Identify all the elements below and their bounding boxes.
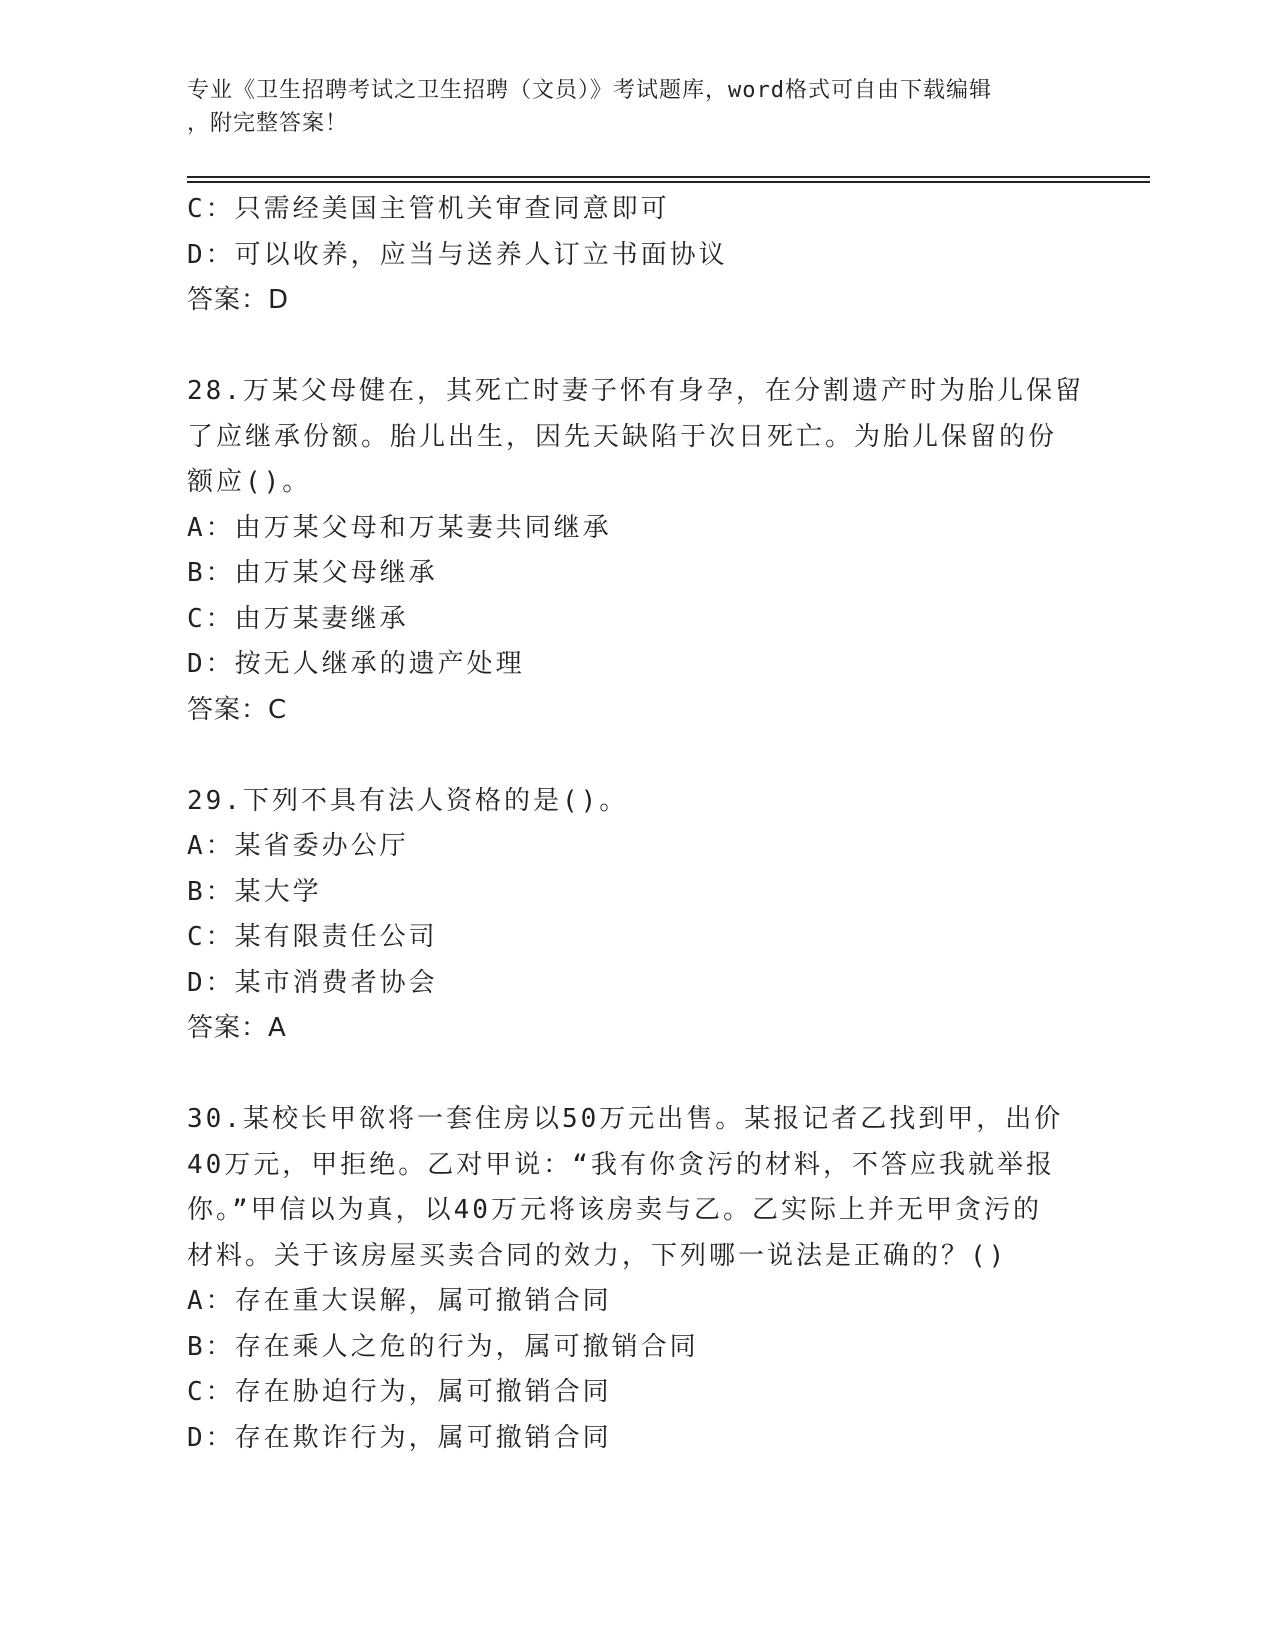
header-line-1: 专业《卫生招聘考试之卫生招聘（文员）》考试题库，word格式可自由下载编辑	[187, 78, 992, 103]
option-c: C：存在胁迫行为，属可撤销合同	[187, 1377, 612, 1407]
spacer	[187, 733, 1087, 779]
answer-line: 答案：C	[187, 694, 288, 725]
question-stem-line: 40万元，甲拒绝。乙对甲说：“我有你贪污的材料，不答应我就举报	[187, 1149, 1055, 1180]
question-list	[187, 187, 1087, 1461]
question-29	[187, 779, 1087, 1052]
option-c: C：由万某妻继承	[187, 603, 409, 634]
spacer	[187, 1052, 1087, 1098]
option-a: A：存在重大误解，属可撤销合同	[187, 1286, 612, 1316]
question-30	[187, 1097, 1087, 1461]
header-divider-top	[187, 176, 1150, 178]
option-a: A：某省委办公厅	[187, 831, 409, 861]
spacer	[187, 324, 1087, 370]
option-d: D：某市消费者协会	[187, 967, 438, 998]
option-c: C：某有限责任公司	[187, 922, 438, 952]
document-header	[187, 74, 1067, 140]
option-b: B：某大学	[187, 876, 322, 907]
answer-line: 答案：A	[187, 1013, 287, 1043]
option-b: B：存在乘人之危的行为，属可撤销合同	[187, 1331, 699, 1362]
option-d: D：可以收养，应当与送养人订立书面协议	[187, 239, 728, 270]
question-stem-line: 28.万某父母健在，其死亡时妻子怀有身孕，在分割遗产时为胎儿保留	[187, 376, 1084, 406]
question-stem-line: 29.下列不具有法人资格的是()。	[187, 785, 629, 816]
question-stem-line: 30.某校长甲欲将一套住房以50万元出售。某报记者乙找到甲，出价	[187, 1104, 1064, 1134]
question-28	[187, 369, 1087, 733]
question-27	[187, 187, 1087, 324]
question-stem-line: 你。”甲信以为真，以40万元将该房卖与乙。乙实际上并无甲贪污的	[187, 1195, 1042, 1225]
option-d: D：存在欺诈行为，属可撤销合同	[187, 1422, 612, 1453]
header-line-2: ，附完整答案！	[187, 111, 349, 136]
question-stem-line: 额应()。	[187, 467, 312, 497]
option-a: A：由万某父母和万某妻共同继承	[187, 512, 612, 543]
question-stem-line: 了应继承份额。胎儿出生，因先天缺陷于次日死亡。为胎儿保留的份	[187, 421, 1058, 452]
option-b: B：由万某父母继承	[187, 558, 438, 588]
option-d: D：按无人继承的遗产处理	[187, 649, 525, 679]
header-divider-bottom	[187, 181, 1150, 183]
answer-line: 答案：D	[187, 285, 290, 315]
option-c: C：只需经美国主管机关审查同意即可	[187, 194, 670, 224]
question-stem-line: 材料。关于该房屋买卖合同的效力，下列哪一说法是正确的？()	[187, 1240, 1008, 1271]
